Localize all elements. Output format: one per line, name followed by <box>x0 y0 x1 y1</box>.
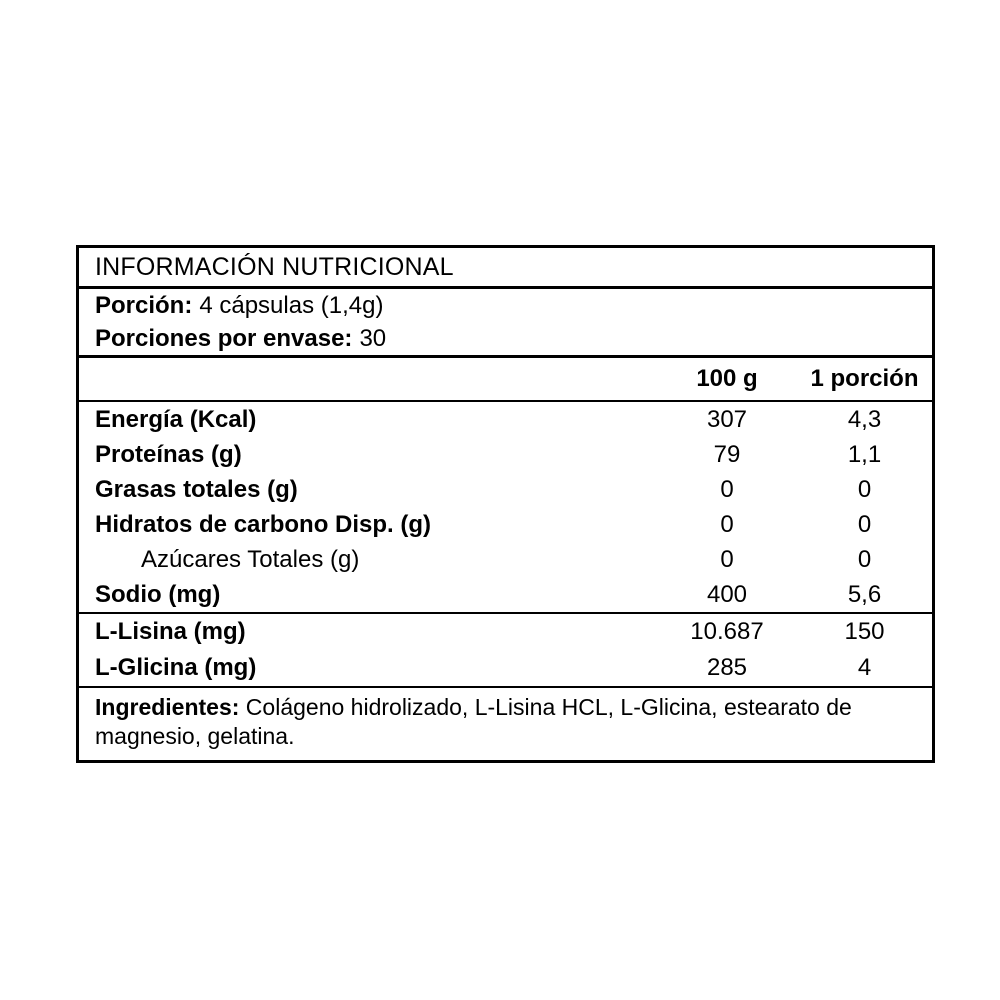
amino-acid-label: L-Lisina (mg) <box>95 618 246 645</box>
table-row <box>79 472 932 507</box>
ingredients-text: Colágeno hidrolizado, L-Lisina HCL, L-Glicina, estearato de magnesio, gelatina. <box>95 694 852 750</box>
nutrient-value-per-100g: 79 <box>713 440 741 468</box>
nutrient-value-per-100g: 307 <box>706 405 748 433</box>
table-row <box>79 437 932 472</box>
nutrient-value-per-portion: 0 <box>857 510 872 538</box>
table-row <box>79 507 932 542</box>
amino-acid-value-per-100g: 10.687 <box>690 618 764 645</box>
table-row <box>79 542 932 577</box>
nutrient-value-per-100g: 0 <box>720 545 734 573</box>
amino-acid-label: L-Glicina (mg) <box>95 654 257 681</box>
nutrient-label: Azúcares Totales (g) <box>141 545 360 573</box>
ingredients-label: Ingredientes: <box>95 694 240 720</box>
nutrient-list <box>79 402 932 612</box>
nutrient-label: Proteínas (g) <box>95 440 242 468</box>
servings-per-container-label: Porciones por envase: <box>95 324 353 352</box>
column-header-per-portion: 1 porción <box>810 365 919 392</box>
page-title: INFORMACIÓN NUTRICIONAL <box>95 252 454 281</box>
nutrient-value-per-portion: 1,1 <box>847 440 882 468</box>
nutrient-label: Sodio (mg) <box>95 580 221 608</box>
table-row <box>79 650 932 686</box>
ingredients-row <box>79 688 932 760</box>
table-row <box>79 402 932 437</box>
nutrition-facts-panel <box>76 245 935 763</box>
amino-acid-list <box>79 614 932 686</box>
column-header-per-100g: 100 g <box>696 365 758 392</box>
nutrient-value-per-portion: 5,6 <box>847 580 882 608</box>
nutrient-value-per-portion: 0 <box>857 475 872 503</box>
amino-acid-value-per-portion: 4 <box>857 654 872 681</box>
amino-acid-value-per-portion: 150 <box>844 618 885 645</box>
portion-value: 4 cápsulas (1,4g) <box>199 291 384 319</box>
panel-title-row <box>79 248 932 286</box>
servings-per-container-row <box>79 322 932 355</box>
nutrient-value-per-portion: 0 <box>857 545 872 573</box>
portion-label: Porción: <box>95 291 193 319</box>
table-row <box>79 614 932 650</box>
nutrient-value-per-100g: 0 <box>720 475 734 503</box>
servings-per-container-value: 30 <box>359 324 387 352</box>
nutrient-value-per-portion: 4,3 <box>847 405 882 433</box>
nutrient-value-per-100g: 400 <box>706 580 748 608</box>
nutrient-label: Hidratos de carbono Disp. (g) <box>95 510 432 538</box>
table-row <box>79 577 932 612</box>
nutrient-label: Grasas totales (g) <box>95 475 298 503</box>
nutrient-label: Energía (Kcal) <box>95 405 257 433</box>
column-header-row <box>79 358 932 400</box>
nutrient-value-per-100g: 0 <box>720 510 734 538</box>
portion-row <box>79 289 932 322</box>
amino-acid-value-per-100g: 285 <box>706 654 748 681</box>
